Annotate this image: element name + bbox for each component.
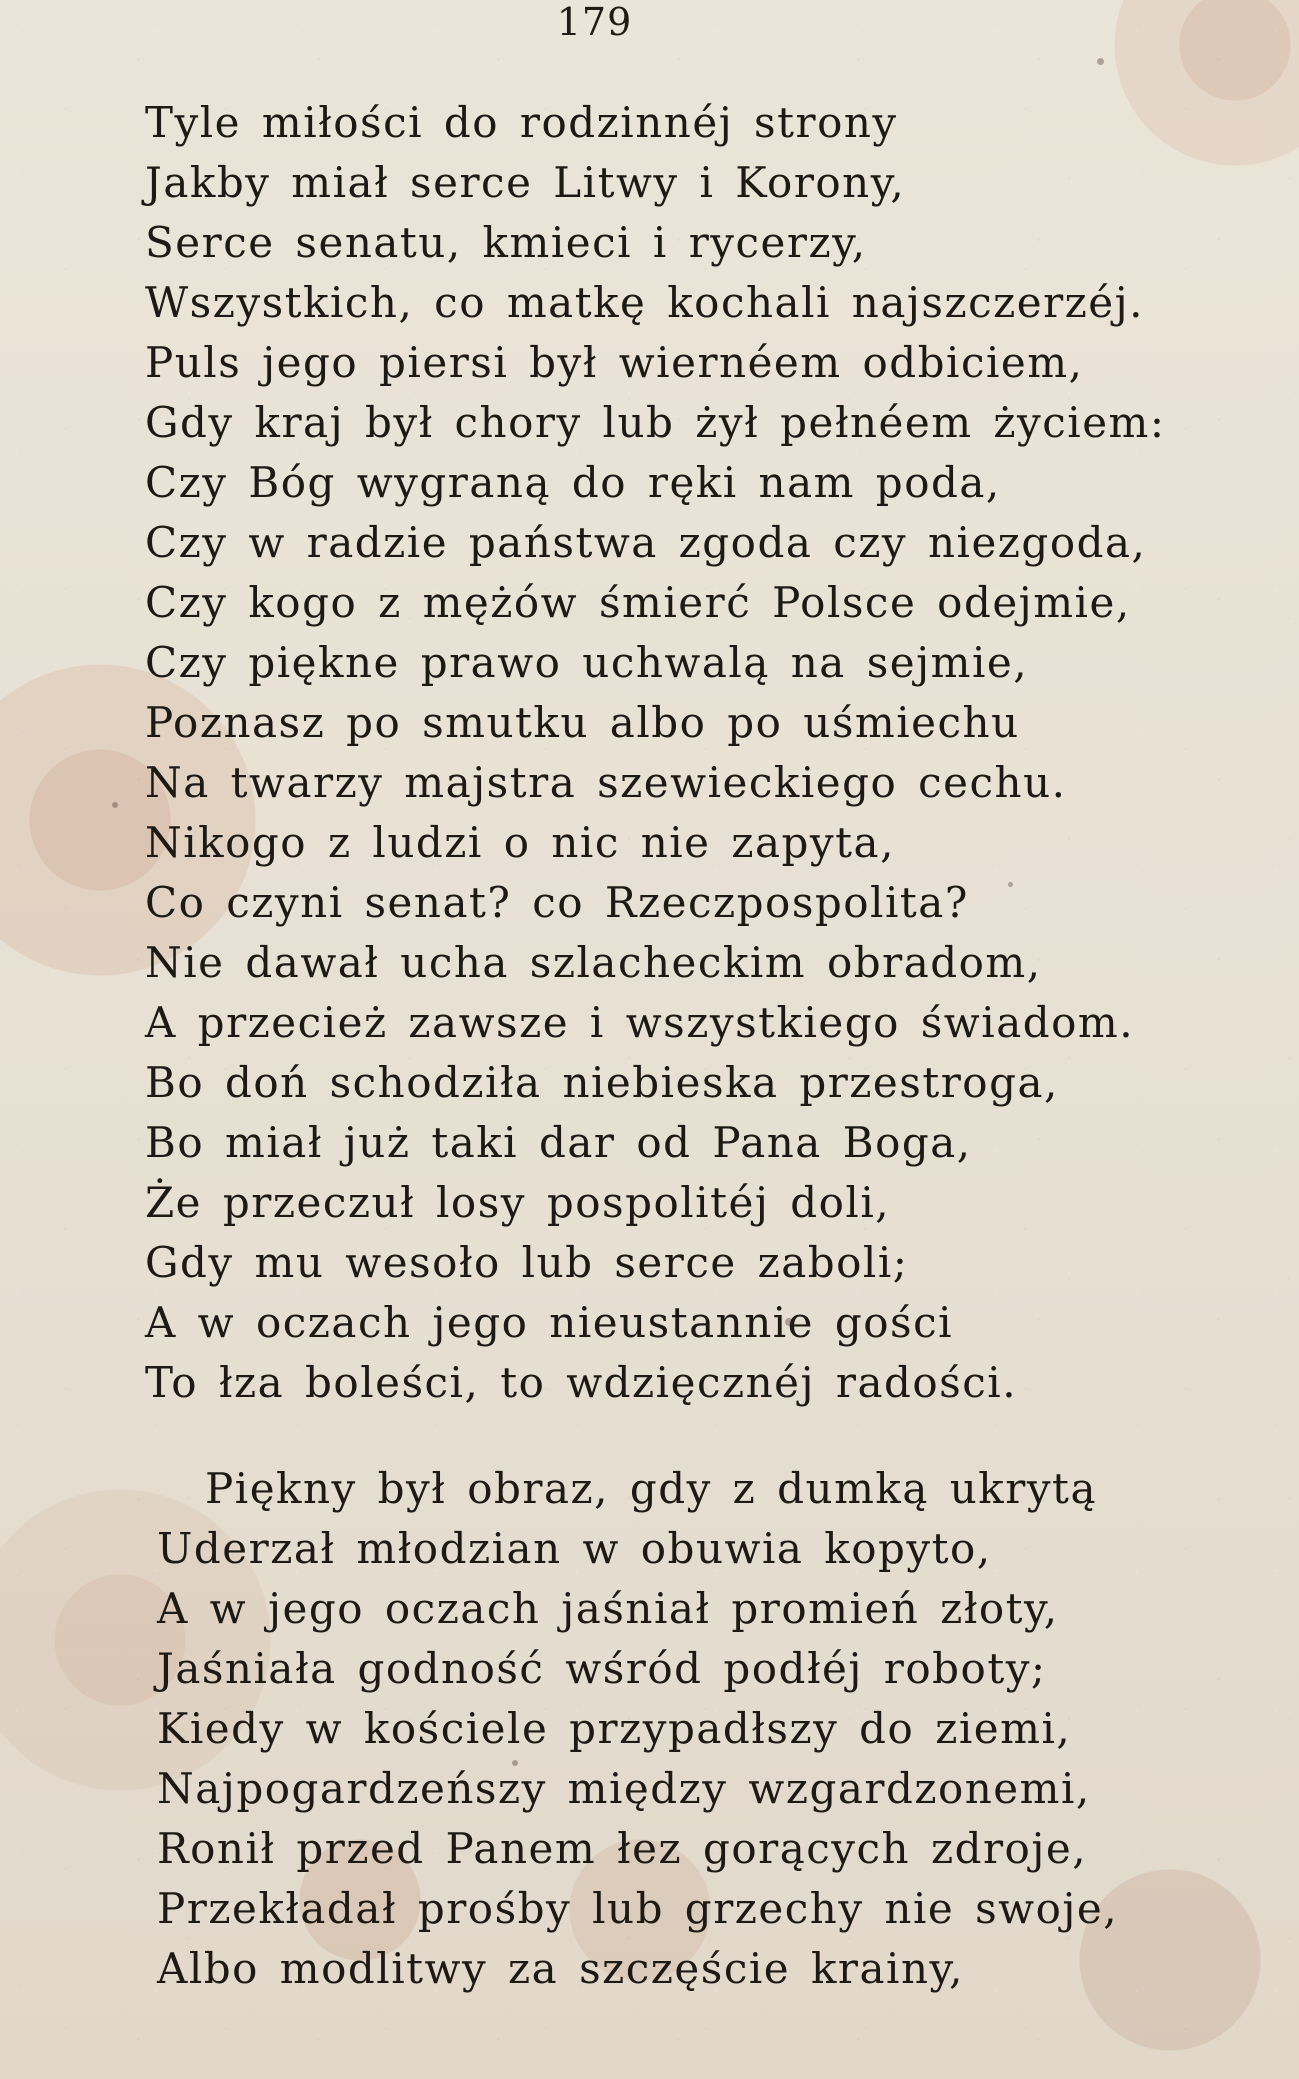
poem-line: Że przeczuł losy pospolitéj doli, (145, 1178, 891, 1227)
page-number: 179 (556, 0, 633, 44)
poem-line: Czy kogo z mężów śmierć Polsce odejmie, (145, 578, 1131, 627)
poem-line: Bo doń schodziła niebieska przestroga, (145, 1058, 1059, 1107)
ink-speck (1097, 58, 1104, 65)
poem-line: To łza boleści, to wdzięcznéj radości. (145, 1358, 1018, 1407)
ink-speck (1008, 882, 1013, 887)
poem-line: Kiedy w kościele przypadłszy do ziemi, (157, 1704, 1072, 1753)
poem-line: Co czyni senat? co Rzeczpospolita? (145, 878, 969, 927)
poem-line: Tyle miłości do rodzinnéj strony (145, 98, 898, 147)
poem-line: Jakby miał serce Litwy i Korony, (145, 158, 906, 207)
poem-line: Ronił przed Panem łez gorących zdroje, (157, 1824, 1088, 1873)
poem-line: Nie dawał ucha szlacheckim obradom, (145, 938, 1042, 987)
poem-line: Czy piękne prawo uchwalą na sejmie, (145, 638, 1029, 687)
poem-line: Puls jego piersi był wiernéem odbiciem, (145, 338, 1084, 387)
poem-line: Czy Bóg wygraną do ręki nam poda, (145, 458, 1001, 507)
poem-line: Uderzał młodzian w obuwia kopyto, (157, 1524, 992, 1573)
poem-line: Poznasz po smutku albo po uśmiechu (145, 698, 1020, 747)
poem-line: Serce senatu, kmieci i rycerzy, (145, 218, 867, 267)
poem-line: Jaśniała godność wśród podłéj roboty; (157, 1644, 1047, 1693)
poem-line: Na twarzy majstra szewieckiego cechu. (145, 758, 1067, 807)
poem-line: Albo modlitwy za szczęście krainy, (157, 1944, 965, 1993)
poem-line: Piękny był obraz, gdy z dumką ukrytą (205, 1464, 1097, 1513)
poem-line: Gdy kraj był chory lub żył pełnéem życiem: (145, 398, 1166, 447)
poem-line: A w jego oczach jaśniał promień złoty, (157, 1584, 1059, 1633)
poem-line: Bo miał już taki dar od Pana Boga, (145, 1118, 972, 1167)
poem-line: Przekładał prośby lub grzechy nie swoje, (157, 1884, 1119, 1933)
ink-speck (785, 1318, 793, 1326)
poem-line: Czy w radzie państwa zgoda czy niezgoda, (145, 518, 1147, 567)
poem-line: Najpogardzeńszy między wzgardzonemi, (157, 1764, 1091, 1813)
poem-line: Nikogo z ludzi o nic nie zapyta, (145, 818, 895, 867)
poem-line: Wszystkich, co matkę kochali najszczerzéj. (145, 278, 1145, 327)
poem-line: Gdy mu wesoło lub serce zaboli; (145, 1238, 909, 1287)
poem-line: A przecież zawsze i wszystkiego świadom. (145, 998, 1135, 1047)
poem-line: A w oczach jego nieustannie gości (145, 1298, 954, 1347)
ink-speck (512, 1760, 518, 1766)
ink-speck (112, 802, 118, 808)
